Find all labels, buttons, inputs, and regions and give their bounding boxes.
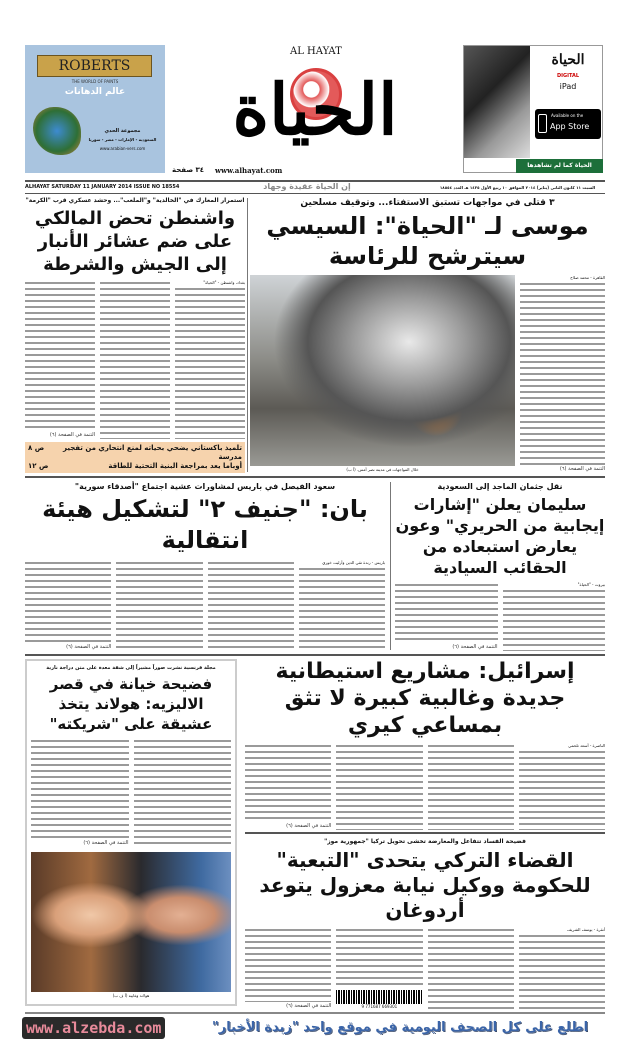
- footer-rule: [25, 1012, 605, 1014]
- barcode: [336, 990, 422, 1004]
- turkey-body-2: [428, 927, 514, 1010]
- israel-body-2: [428, 743, 514, 830]
- israel-body: [245, 743, 605, 830]
- divider-israel-turkey: [245, 832, 605, 834]
- turkey-byline: أنقرة - يوسف الشريف: [567, 927, 605, 932]
- ad-countries: السعودية - الإمارات - مصر - سوريا: [88, 137, 157, 142]
- main-kicker: ٣ قتلى في مواجهات تستبق الاستفتاء... وتوقيف مسلحين: [300, 198, 555, 208]
- syria-headline: بان: "جنيف ٢" لتشكيل هيئة انتقالية: [42, 495, 368, 554]
- banner-text[interactable]: اطلع على كل الصحف اليومية في موقع واحد "زبدة الأخبار": [211, 1020, 589, 1035]
- lebanon-story: [395, 481, 605, 651]
- digital-logo: الحياة: [551, 52, 585, 68]
- date-english: ALHAYAT SATURDAY 11 JANUARY 2014 ISSUE NO 18554: [25, 184, 180, 190]
- turkey-body: [245, 927, 605, 1010]
- ad-group: مجموعة الحدي: [104, 128, 141, 134]
- main-headline: موسى لـ "الحياة": السيسي سيترشح للرئاسة: [266, 212, 589, 270]
- ad-paint-splash: [33, 107, 81, 155]
- turkey-headline: القضاء التركي يتحدى "التبعية" للحكومة ووكيل نيابة معزول يتوعد أردوغان: [259, 848, 591, 922]
- turkey-body-1: [519, 933, 605, 1010]
- promo-text-2[interactable]: أوباما يعد بمراجعة البنية التحتية للطاقة: [108, 462, 242, 470]
- france-body: [31, 738, 231, 847]
- france-kicker: مجلة فرنسية نشرت صوراً مشيراً إلى شقة معدة على متن دراجة نارية: [46, 665, 216, 671]
- france-body-2: [31, 738, 129, 839]
- iraq-body-1: [175, 286, 245, 439]
- turkey-body-4: [245, 927, 331, 1002]
- main-story: [250, 197, 605, 473]
- banner-url[interactable]: www.alzebda.com: [22, 1017, 165, 1039]
- iraq-byline: بغداد، واشنطن - "الحياة": [203, 280, 245, 285]
- app-store-small: Available on the: [551, 113, 584, 118]
- syria-body: [25, 560, 385, 651]
- dateline-rule: [25, 193, 605, 194]
- syria-body-2: [208, 560, 294, 651]
- promo-box[interactable]: [25, 442, 245, 473]
- column-divider-2: [390, 482, 391, 650]
- main-photo: [250, 275, 515, 466]
- france-continued[interactable]: التتمة في الصفحة (٦): [83, 840, 129, 846]
- masthead-logo: الحياة: [232, 68, 398, 151]
- page-count: ٣٤ صفحة: [172, 166, 205, 174]
- main-byline: القاهرة - محمد صلاح: [570, 275, 605, 280]
- france-body-1: [134, 738, 232, 847]
- lebanon-body: [395, 582, 605, 651]
- lebanon-body-2: [395, 582, 498, 643]
- iraq-story: [25, 197, 245, 473]
- iraq-body: [25, 280, 245, 439]
- lebanon-continued[interactable]: التتمة في الصفحة (٦): [452, 644, 498, 650]
- iraq-headline: واشنطن تحض المالكي على ضم عشائر الأنبار إلى الجيش والشرطة: [34, 208, 236, 275]
- main-caption: خلال المواجهات في مدينة نصر أمس. (أ ب): [346, 467, 419, 472]
- syria-body-1: [299, 566, 385, 651]
- ad-digital[interactable]: [463, 45, 603, 173]
- promo-page-1: ص ٨: [28, 444, 45, 452]
- france-caption: هولاند وغاييه (أ ف ب): [112, 993, 150, 998]
- israel-byline: الناصرة - أسعد تلحمي: [568, 743, 605, 748]
- israel-body-4: [245, 743, 331, 822]
- turkey-kicker: فضيحة الفساد تتفاعل والمعارضة تخشى تحويل تركيا "جمهورية موز": [324, 838, 526, 845]
- iraq-body-2: [100, 280, 170, 439]
- ad-brand: ROBERTS: [37, 55, 152, 77]
- promo-text-1[interactable]: تلميذ باكستاني يضحي بحياته لمنع انتحاري من تفجير مدرسة: [63, 444, 242, 461]
- lebanon-body-1: [503, 588, 606, 651]
- section-rule-1: [25, 476, 605, 478]
- column-divider: [247, 198, 248, 472]
- motto: إن الحياة عقيدة وجهاد: [263, 182, 351, 191]
- barcode-number: 9 771687 669301: [361, 1004, 398, 1009]
- ad-url: www.arabian-vers.com: [99, 146, 146, 151]
- turkey-continued[interactable]: التتمة في الصفحة (٦): [286, 1003, 332, 1009]
- main-continued[interactable]: التتمة في الصفحة (٦): [559, 466, 605, 472]
- israel-story: [245, 658, 605, 830]
- lebanon-headline: سليمان يعلن "إشارات إيجابية من الحريري" وعون يعارض استبعاده من الحقائب السيادية: [395, 495, 605, 577]
- lebanon-kicker: نقل جثمان الماجد إلى السعودية: [437, 482, 563, 491]
- ad-roberts[interactable]: [25, 45, 165, 173]
- latin-name: AL HAYAT: [290, 46, 342, 57]
- israel-body-3: [336, 743, 422, 830]
- lebanon-byline: بيروت - "الحياة": [577, 582, 605, 587]
- app-store-badge[interactable]: [535, 109, 601, 139]
- france-headline: فضيحة خيانة في قصر الاليزيه: هولاند يتخذ عشيقة على "شريكته": [49, 675, 213, 733]
- website: www.alhayat.com: [215, 166, 283, 175]
- ad-tagline: THE WORLD OF PAINTS: [71, 79, 119, 84]
- promo-page-2: ص ١٢: [28, 462, 49, 470]
- syria-body-4: [25, 560, 111, 643]
- turkey-story: [245, 837, 605, 1010]
- iraq-kicker: استمرار المعارك في "الخالدية" و"الملعب"... وحشد عسكري قرب "الكرمة": [25, 197, 245, 204]
- turkey-body-3: [336, 927, 422, 988]
- syria-kicker: سعود الفيصل في باريس لمشاورات عشية اجتماع "أصدقاء سورية": [74, 482, 336, 491]
- ipad-image: [464, 46, 530, 158]
- iraq-continued[interactable]: التتمة في الصفحة (٦): [49, 432, 95, 438]
- main-body: [250, 275, 605, 473]
- iraq-body-3: [25, 280, 95, 431]
- israel-continued[interactable]: التتمة في الصفحة (٦): [286, 823, 332, 829]
- app-store-big: App Store: [550, 122, 590, 131]
- digital-label: DIGITAL: [556, 73, 580, 79]
- phone-icon: [538, 114, 547, 133]
- main-body-text: [520, 281, 605, 465]
- syria-continued[interactable]: التتمة في الصفحة (٦): [66, 644, 112, 650]
- israel-body-1: [519, 749, 605, 830]
- date-arabic: السبت ١١ كانون الثاني (يناير) ٢٠١٤ الموافق ١٠ ربيع الأول ١٤٣٥ هـ العدد ١٨٥٥٤: [439, 185, 596, 190]
- syria-body-3: [116, 560, 202, 651]
- ad-arabic: عالم الدهانات: [64, 87, 126, 97]
- france-photo: [31, 852, 231, 992]
- section-rule-2: [25, 654, 605, 656]
- device-label: iPad: [559, 82, 577, 91]
- digital-slogan: الحياة كما لم تشاهدها: [516, 159, 603, 173]
- france-box: [25, 659, 237, 1006]
- syria-story: [25, 481, 385, 651]
- israel-headline: إسرائيل: مشاريع استيطانية جديدة وغالبية كبيرة لا تثق بمساعي كيري: [275, 659, 575, 738]
- syria-byline: باريس - رندة تقي الدين وأرليت خوري: [322, 560, 385, 565]
